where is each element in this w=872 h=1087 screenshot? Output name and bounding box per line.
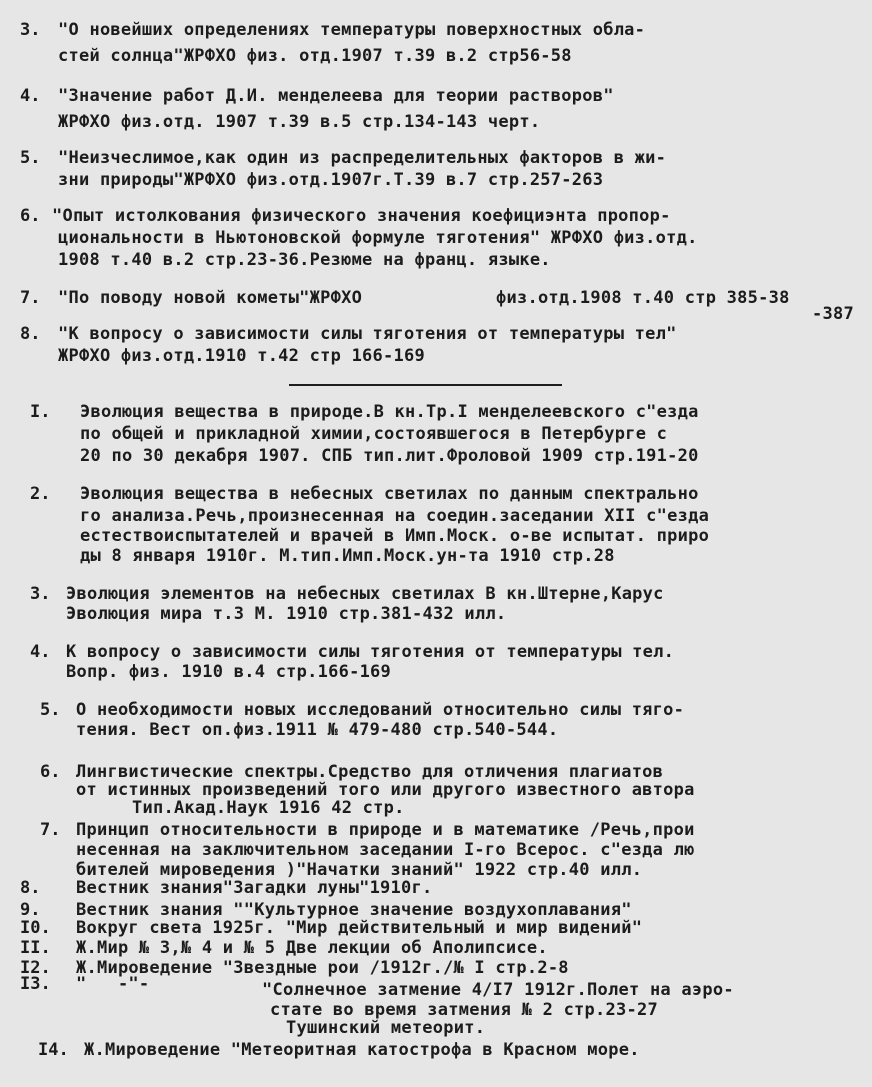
entry-line: "Неизчеслимое,как один из распределительных факторов в жи- (58, 148, 667, 168)
entry-line: Ж.Мироведение "Метеоритная катострофа в Красном море. (84, 1040, 640, 1060)
entry-line: "К вопросу о зависимости силы тяготения от температуры тел" (58, 324, 677, 344)
entry-line: Ж.Мироведение "Звездные рои /1912г./№ I стр.2-8 (76, 958, 569, 978)
entry-line: К вопросу о зависимости силы тяготения от температуры тел. (66, 642, 675, 662)
entry-line: бителей мироведения )"Начатки знаний" 1922 стр.40 илл. (76, 860, 643, 880)
entry-line: по общей и прикладной химии,состоявшегося в Петербурге с (80, 424, 668, 444)
entry-number: I. (30, 402, 51, 422)
entry-line: Эволюция элементов на небесных светилах В кн.Штерне,Карус (66, 584, 664, 604)
entry-number: 9. (20, 900, 41, 920)
entry-number: I4. (38, 1040, 69, 1060)
entry-number: 6. (20, 206, 41, 226)
entry-line: Принцип относительности в природе и в математике /Речь,прои (76, 820, 695, 840)
entry-number: I0. (20, 918, 51, 938)
entry-line: "Солнечное затмение 4/I7 1912г.Полет на аэро- (262, 980, 734, 1000)
entry-line: от истинных произведений того или другого известного автора (76, 780, 695, 800)
entry-line: ЖРФХО физ.отд.1910 т.42 стр 166-169 (58, 346, 425, 366)
entry-line: 20 по 30 декабря 1907. СПБ тип.лит.Фроловой 1909 стр.191-20 (80, 446, 699, 466)
entry-number: 5. (20, 148, 41, 168)
entry-line: Эволюция вещества в природе.В кн.Тр.I менделеевского с"езда (80, 402, 699, 422)
entry-line: Вопр. физ. 1910 в.4 стр.166-169 (66, 662, 392, 682)
entry-line: "По поводу новой кометы"ЖРФХО (58, 288, 363, 308)
entry-number: 2. (30, 484, 51, 504)
entry-line: Вестник знания ""Культурное значение воздухоплавания" (76, 900, 632, 920)
entry-number: 4. (30, 642, 51, 662)
entry-line: "О новейших определениях температуры поверхностных обла- (58, 20, 646, 40)
entry-line: тения. Вест оп.физ.1911 № 479-480 стр.540-544. (76, 720, 559, 740)
entry-line: Эволюция мира т.3 М. 1910 стр.381-432 илл. (66, 604, 507, 624)
entry-line: ЖРФХО физ.отд. 1907 т.39 в.5 стр.134-143 черт. (58, 112, 541, 132)
entry-number: 8. (20, 324, 41, 344)
entry-line: го анализа.Речь,произнесенная на соедин.заседании ХII с"езда (80, 506, 710, 526)
entry-line: Вокруг света 1925г. "Мир действительный и мир видений" (76, 918, 643, 938)
entry-line: -387 (812, 304, 854, 324)
entry-line: стате во время затмения № 2 стр.23-27 (270, 1000, 658, 1020)
entry-line: естествоиспытателей и врачей в Имп.Моск. о-ве испытат. приро (80, 526, 710, 546)
entry-line: Эволюция вещества в небесных светилах по данным спектрально (80, 484, 699, 504)
entry-number: I2. (20, 958, 51, 978)
entry-line: " -"- (76, 974, 150, 994)
entry-line: ды 8 января 1910г. М.тип.Имп.Моск.ун-та 1910 стр.28 (80, 546, 615, 566)
entry-line: 1908 т.40 в.2 стр.23-36.Резюме на франц. языке. (58, 250, 551, 270)
entry-line: физ.отд.1908 т.40 стр 385-38 (496, 288, 790, 308)
entry-number: 7. (40, 820, 61, 840)
entry-number: 5. (40, 700, 61, 720)
entry-number: 4. (20, 86, 41, 106)
entry-line: Ж.Мир № 3,№ 4 и № 5 Две лекции об Аполипсисе. (76, 938, 548, 958)
entry-number: 8. (20, 878, 41, 898)
section-divider (289, 384, 562, 386)
entry-line: Тушинский метеорит. (286, 1018, 486, 1038)
entry-line: О необходимости новых исследований относительно силы тяго- (76, 700, 685, 720)
entry-line: "Опыт истолкования физического значения коефициэнта пропор- (52, 206, 671, 226)
entry-line: стей солнца"ЖРФХО физ. отд.1907 т.39 в.2 стр56-58 (58, 46, 572, 66)
entry-line: циональности в Ньютоновской формуле тяготения" ЖРФХО физ.отд. (58, 228, 698, 248)
entry-number: 3. (20, 20, 41, 40)
entry-number: 6. (40, 762, 61, 782)
entry-number: II. (20, 938, 51, 958)
entry-number: I3. (20, 974, 51, 994)
entry-number: 3. (30, 584, 51, 604)
entry-number: 7. (20, 288, 41, 308)
entry-line: "Значение работ Д.И. менделеева для теории растворов" (58, 86, 614, 106)
entry-line: Лингвистические спектры.Средство для отличения плагиатов (76, 762, 664, 782)
entry-line: Вестник знания"Загадки луны"1910г. (76, 878, 433, 898)
entry-line: Тип.Акад.Наук 1916 42 стр. (132, 798, 405, 818)
entry-line: зни природы"ЖРФХО физ.отд.1907г.Т.39 в.7 стр.257-263 (58, 170, 604, 190)
entry-line: несенная на заключительном заседании I-го Всерос. с"езда лю (76, 840, 695, 860)
